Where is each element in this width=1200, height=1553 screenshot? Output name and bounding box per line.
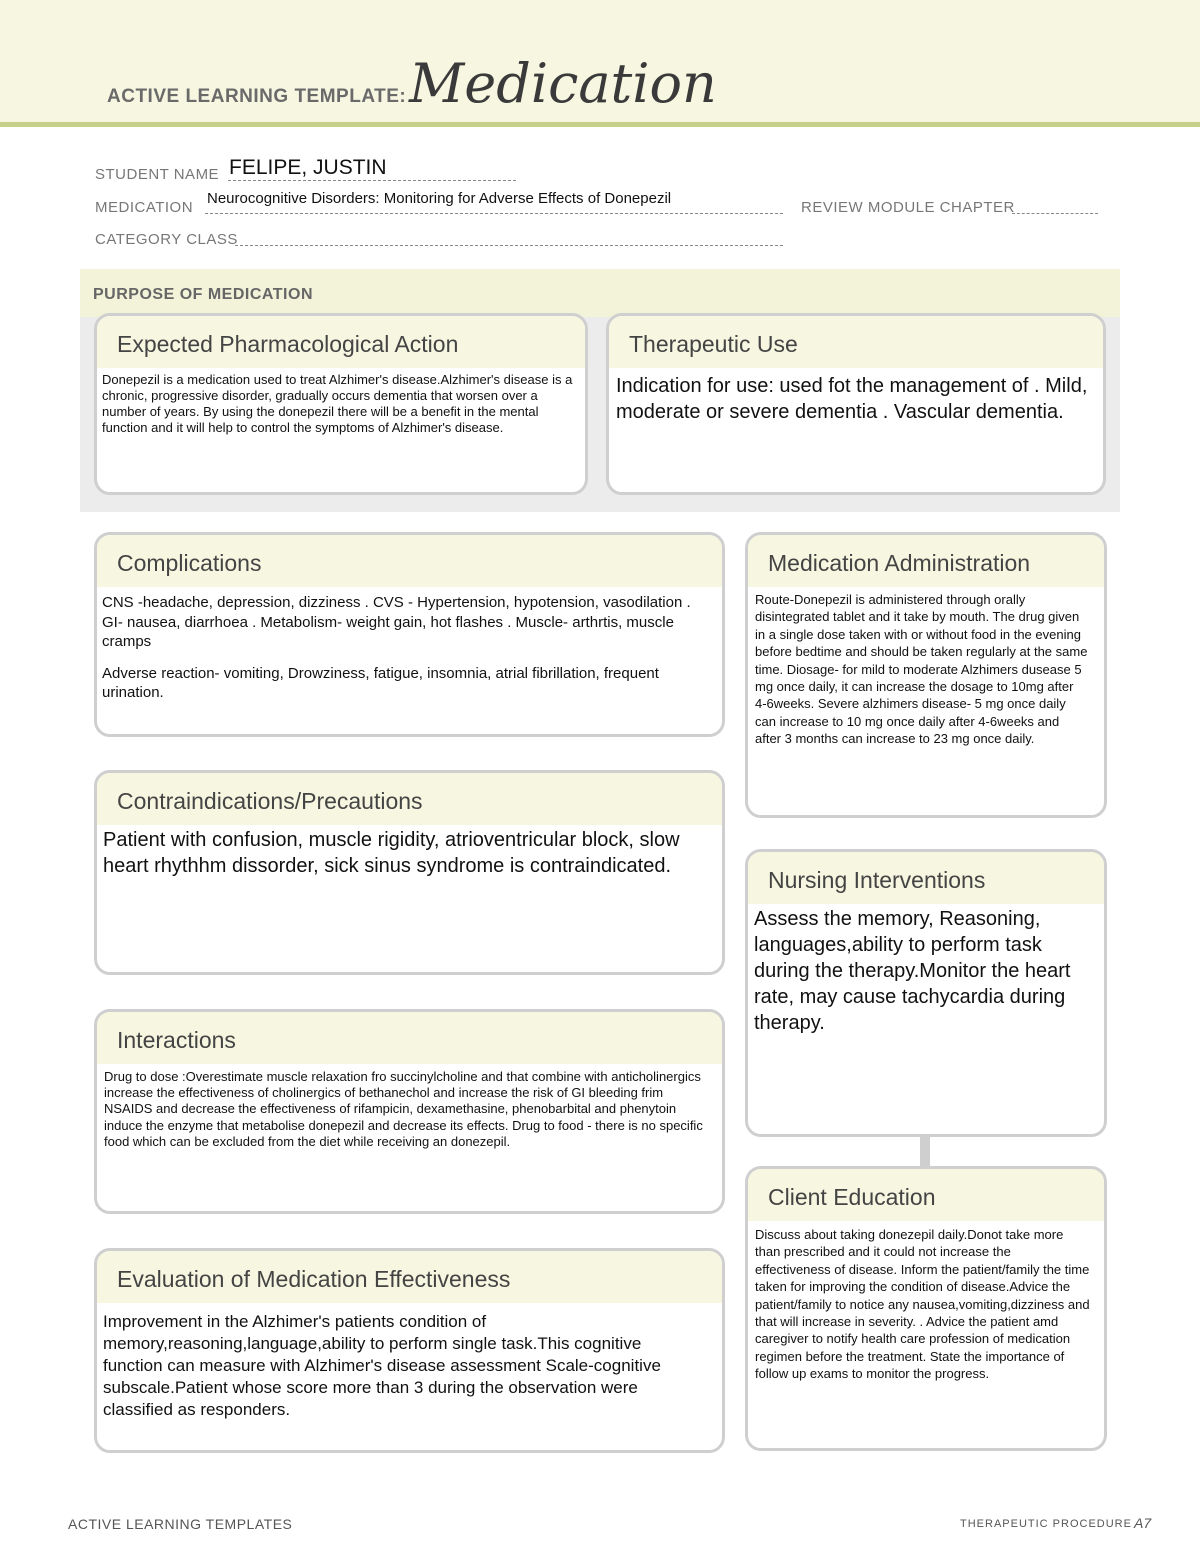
client-education-title: Client Education — [748, 1169, 1104, 1221]
evaluation-box — [94, 1248, 725, 1453]
medication-administration-text[interactable]: Route-Donepezil is administered through orally disintegrated tablet and it take by mouth. The drug given in a single dose taken with or without food in the evening before bedtime and should be taken regularly at the same time. Diosage- for mild to moderate Alzhimers dusease 5 mg once daily, it can increase the dosage to 10mg after 4-6weeks. Severe alzhimers disease- 5 mg once daily can increase to 10 mg once daily after 4-6weeks and after 3 months can increase to 23 mg once daily. — [755, 592, 1088, 747]
nursing-interventions-text[interactable]: Assess the memory, Reasoning, languages,ability to perform task during the therapy.Monitor the heart rate, may cause tachycardia during therapy. — [754, 908, 1071, 1034]
student-name-label: STUDENT NAME — [95, 166, 220, 183]
medication-label: MEDICATION — [95, 199, 194, 216]
adverse-reactions-paragraph: Adverse reaction- vomiting, Drowziness, fatigue, insomnia, atrial fibrillation, frequent urination. — [102, 664, 659, 701]
contraindications-text[interactable]: Patient with confusion, muscle rigidity, atrioventricular block, slow heart rhythhm dissorder, sick sinus syndrome is contraindicated. — [103, 829, 680, 877]
nursing-interventions-title: Nursing Interventions — [748, 852, 1104, 904]
box-connector — [920, 1136, 930, 1167]
nursing-interventions-box — [745, 849, 1107, 1137]
complications-title: Complications — [97, 535, 722, 587]
medication-administration-box — [745, 532, 1107, 818]
medication-administration-title: Medication Administration — [748, 535, 1104, 587]
complications-text[interactable] — [97, 587, 722, 703]
expected-action-box — [94, 313, 588, 495]
interactions-text[interactable]: Drug to dose :Overestimate muscle relaxation fro succinylcholine and that combine with anticholinergics increase the effectiveness of cholinergics of bethanechol and increase the risk of GI bleeding frim NSAIDS and decrease the effectiveness of rifampicin, dexamethasine, phenobarbital and phenytoin induce the enzyme that metabolise donepezil and decrease its effects. Drug to food - there is no specific food which can be excluded from the diet while receiving an donezepil. — [104, 1069, 703, 1149]
evaluation-title: Evaluation of Medication Effectiveness — [97, 1251, 722, 1303]
interactions-box — [94, 1009, 725, 1214]
expected-action-title: Expected Pharmacological Action — [97, 316, 585, 368]
header-divider — [0, 122, 1200, 127]
page-title: Medication — [409, 52, 717, 115]
footer-left: ACTIVE LEARNING TEMPLATES — [68, 1516, 293, 1532]
student-name-field[interactable]: FELIPE, JUSTIN — [229, 156, 387, 179]
page-number: A7 — [1134, 1515, 1152, 1531]
client-education-text[interactable]: Discuss about taking donezepil daily.Donot take more than prescribed and it could not increase the effectiveness of disease. Inform the patient/family the time taken for improving the condition of disease.Advice the patient/family to notice any nausea,vomiting,dizziness and that will increase in severity. . Advice the patient amd caregiver to notify health care profession of medication regimen before the treatment. State the importance of follow up exams to monitor the progress. — [755, 1227, 1090, 1382]
category-class-field[interactable] — [235, 245, 783, 246]
evaluation-text[interactable]: Improvement in the Alzhimer's patients condition of memory,reasoning,language,ability to perform single task.This cognitive function can measure with Alzhimer's disease assessment Scale-cognitive subscale.Patient whose score more than 3 during the observation were classified as responders. — [103, 1312, 661, 1419]
purpose-title: PURPOSE OF MEDICATION — [93, 286, 313, 303]
review-module-field[interactable] — [1012, 213, 1098, 214]
category-class-label: CATEGORY CLASS — [95, 231, 238, 248]
template-label: ACTIVE LEARNING TEMPLATE: — [107, 86, 407, 107]
complications-box — [94, 532, 725, 737]
therapeutic-use-title: Therapeutic Use — [609, 316, 1103, 368]
medication-field[interactable]: Neurocognitive Disorders: Monitoring for Adverse Effects of Donepezil — [207, 190, 672, 207]
client-education-box — [745, 1166, 1107, 1451]
expected-action-text[interactable]: Donepezil is a medication used to treat Alzhimer's disease.Alzhimer's disease is a chronic, progressive disorder, gradually occurs dementia that worsen over a number of years. By using the donepezil there will be a benefit in the mental function and it will help to control the symptoms of Alzhimer's disease. — [102, 372, 573, 435]
medication-underline — [205, 213, 783, 214]
interactions-title: Interactions — [97, 1012, 722, 1064]
therapeutic-use-text[interactable]: Indication for use: used fot the management of . Mild, moderate or severe dementia . Vascular dementia. — [616, 375, 1088, 423]
complications-paragraph: CNS -headache, depression, dizziness . CVS - Hypertension, hypotension, vasodilation . GI- nausea, diarrhoea . Metabolism- weight gain, hot flashes . Muscle- arthrtis, muscle cramps — [102, 594, 691, 650]
contraindications-box — [94, 770, 725, 975]
review-module-label: REVIEW MODULE CHAPTER — [801, 199, 1015, 216]
footer-right: THERAPEUTIC PROCEDURE — [960, 1518, 1132, 1530]
therapeutic-use-box — [606, 313, 1106, 495]
contraindications-title: Contraindications/Precautions — [97, 773, 722, 825]
student-name-underline — [228, 180, 516, 181]
